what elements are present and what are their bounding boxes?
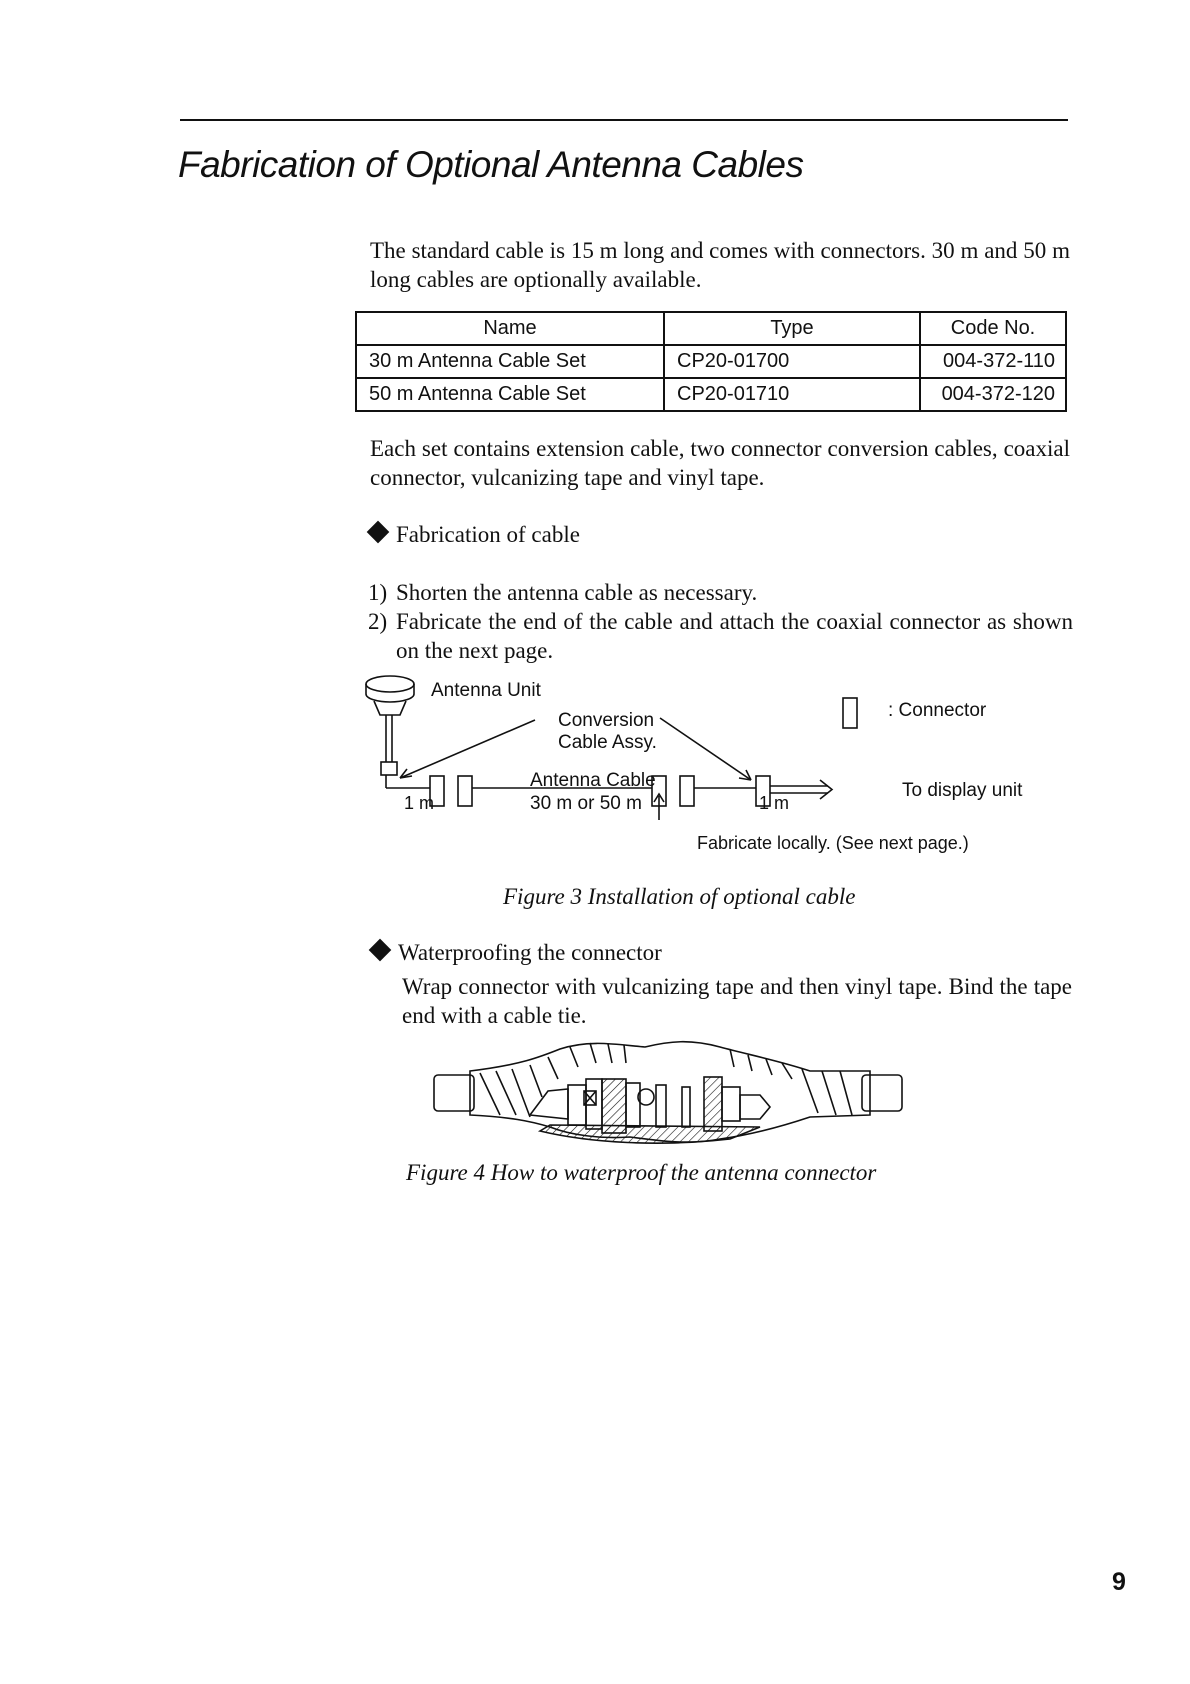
connector-icon: [458, 776, 472, 806]
table-header-cell: Type: [664, 312, 920, 345]
fabricate-note: Fabricate locally. (See next page.): [697, 833, 969, 853]
table-cell: CP20-01700: [664, 345, 920, 378]
step-number: 1): [368, 580, 388, 605]
diamond-bullet-icon: [369, 939, 392, 962]
conversion-cable-label: [558, 710, 657, 754]
table-cell: CP20-01710: [664, 378, 920, 411]
table-header-cell: Name: [356, 312, 664, 345]
table-cell: 50 m Antenna Cable Set: [356, 378, 664, 411]
antenna-unit-label: Antenna Unit: [431, 680, 541, 701]
table-row: [356, 345, 1066, 378]
step-list: [368, 578, 1073, 665]
section-heading-text: Fabrication of cable: [396, 522, 580, 547]
conversion-label-line: Conversion: [558, 710, 655, 731]
header-rule: [180, 119, 1068, 121]
step-text: Fabricate the end of the cable and attach the coaxial connector as shown on the next page.: [396, 609, 1073, 663]
table-cell: 004-372-120: [920, 378, 1066, 411]
conversion-label-line: Cable Assy.: [558, 732, 657, 753]
diamond-bullet-icon: [367, 521, 390, 544]
table-header-row: [356, 312, 1066, 345]
list-item: [368, 607, 1073, 665]
intro-paragraph: The standard cable is 15 m long and comes with connectors. 30 m and 50 m long cables are optionally available.: [370, 238, 1070, 292]
set-contents-paragraph: Each set contains extension cable, two connector conversion cables, coaxial connector, vulcanizing tape and vinyl tape.: [370, 436, 1070, 490]
page-number: 9: [1112, 1568, 1126, 1596]
arrow-right-icon: [820, 780, 832, 799]
table-cell: 30 m Antenna Cable Set: [356, 345, 664, 378]
table-header-cell: Code No.: [920, 312, 1066, 345]
connector-legend-label: : Connector: [888, 700, 987, 721]
table-row: [356, 378, 1066, 411]
section-heading: [368, 938, 662, 967]
cable-set-table: [355, 311, 1067, 412]
list-item: [368, 578, 1073, 607]
connector-legend-icon: [843, 698, 857, 728]
waterproof-paragraph: Wrap connector with vulcanizing tape and then vinyl tape. Bind the tape end with a cable tie.: [402, 974, 1072, 1028]
antenna-cable-label: Antenna Cable: [530, 770, 656, 791]
figure3-caption: Figure 3 Installation of optional cable: [503, 884, 856, 909]
page-title: Fabrication of Optional Antenna Cables: [178, 144, 804, 185]
section-heading: [366, 520, 580, 549]
one-meter-label-left: 1 m: [404, 793, 435, 813]
section-heading-text: Waterproofing the connector: [398, 940, 662, 965]
cable-length-label: 30 m or 50 m: [530, 793, 642, 814]
one-meter-label-right: 1 m: [759, 793, 790, 813]
figure4-caption: Figure 4 How to waterproof the antenna connector: [406, 1160, 877, 1185]
to-display-label: To display unit: [902, 780, 1023, 801]
table-cell: 004-372-110: [920, 345, 1066, 378]
connector-icon: [680, 776, 694, 806]
step-number: 2): [368, 609, 388, 634]
antenna-unit-icon: [366, 676, 430, 788]
waterproof-connector-drawing: [430, 1035, 910, 1150]
step-text: Shorten the antenna cable as necessary.: [396, 580, 758, 605]
